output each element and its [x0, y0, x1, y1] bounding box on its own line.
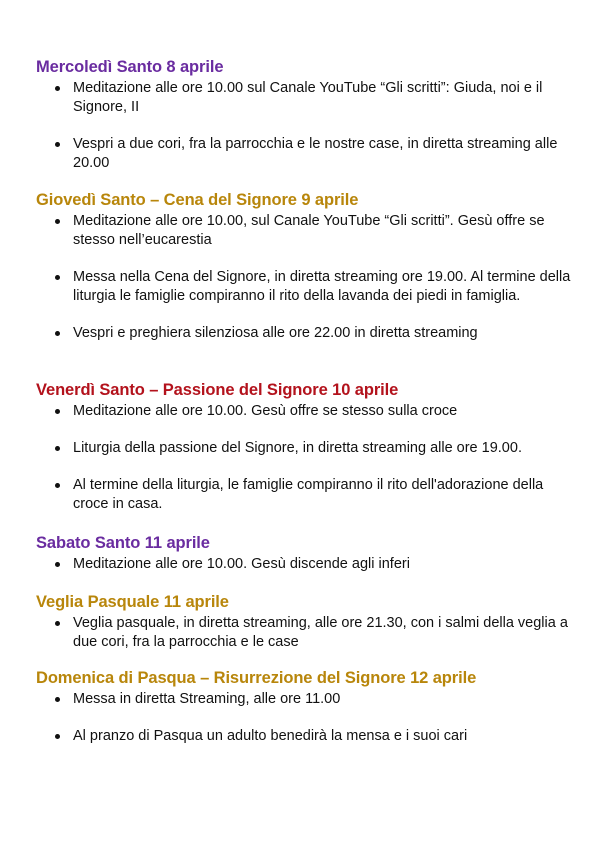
- list-item: [36, 79, 572, 117]
- list-item: [36, 555, 572, 574]
- bullet-icon: [55, 446, 60, 451]
- item-list: [36, 614, 572, 652]
- item-text: Meditazione alle ore 10.00, sul Canale YouTube “Gli scritti”. Gesù offre se stesso nell’eucarestia: [73, 213, 545, 248]
- list-item: [36, 690, 572, 709]
- item-text: Al termine della liturgia, le famiglie compiranno il rito dell'adorazione della croce in casa.: [73, 477, 544, 512]
- item-text: Messa nella Cena del Signore, in diretta streaming ore 19.00. Al termine della liturgia le famiglie compiranno il rito della lavanda dei piedi in famiglia.: [73, 269, 571, 304]
- item-text: Al pranzo di Pasqua un adulto benedirà la mensa e i suoi cari: [73, 728, 468, 744]
- item-list: [36, 79, 572, 173]
- bullet-icon: [55, 409, 60, 414]
- item-list: [36, 212, 572, 343]
- section-sabato-santo: [36, 533, 572, 574]
- item-text: Liturgia della passione del Signore, in diretta streaming alle ore 19.00.: [73, 440, 522, 456]
- bullet-icon: [55, 142, 60, 147]
- bullet-icon: [55, 562, 60, 567]
- item-text: Meditazione alle ore 10.00. Gesù discende agli inferi: [73, 556, 410, 572]
- section-domenica-di-pasqua: [36, 668, 572, 746]
- item-list: [36, 402, 572, 514]
- bullet-icon: [55, 275, 60, 280]
- bullet-icon: [55, 86, 60, 91]
- section-venerdi-santo: [36, 380, 572, 514]
- section-mercoledi-santo: [36, 57, 572, 173]
- bullet-icon: [55, 697, 60, 702]
- item-text: Meditazione alle ore 10.00. Gesù offre se stesso sulla croce: [73, 403, 458, 419]
- list-item: [36, 727, 572, 746]
- item-text: Vespri a due cori, fra la parrocchia e le nostre case, in diretta streaming alle 20.00: [73, 136, 558, 171]
- list-item: [36, 324, 572, 343]
- list-item: [36, 135, 572, 173]
- list-item: [36, 439, 572, 458]
- section-heading: Veglia Pasquale 11 aprile: [36, 593, 229, 611]
- list-item: [36, 476, 572, 514]
- item-list: [36, 555, 572, 574]
- section-heading: Domenica di Pasqua – Risurrezione del Signore 12 aprile: [36, 669, 477, 687]
- list-item: [36, 268, 572, 306]
- item-list: [36, 690, 572, 746]
- section-heading: Mercoledì Santo 8 aprile: [36, 58, 224, 76]
- bullet-icon: [55, 621, 60, 626]
- list-item: [36, 614, 572, 652]
- bullet-icon: [55, 483, 60, 488]
- section-heading: Venerdì Santo – Passione del Signore 10 aprile: [36, 381, 399, 399]
- list-item: [36, 212, 572, 250]
- item-text: Veglia pasquale, in diretta streaming, alle ore 21.30, con i salmi della veglia a due cori, fra la parrocchia e le case: [73, 615, 568, 650]
- section-heading: Giovedì Santo – Cena del Signore 9 aprile: [36, 191, 359, 209]
- bullet-icon: [55, 331, 60, 336]
- list-item: [36, 402, 572, 421]
- bullet-icon: [55, 219, 60, 224]
- section-heading: Sabato Santo 11 aprile: [36, 534, 210, 552]
- item-text: Meditazione alle ore 10.00 sul Canale YouTube “Gli scritti”: Giuda, noi e il Signore, II: [73, 80, 543, 115]
- section-giovedi-santo: [36, 190, 572, 343]
- section-veglia-pasquale: [36, 592, 572, 652]
- item-text: Messa in diretta Streaming, alle ore 11.00: [73, 691, 341, 707]
- bullet-icon: [55, 734, 60, 739]
- item-text: Vespri e preghiera silenziosa alle ore 22.00 in diretta streaming: [73, 325, 478, 341]
